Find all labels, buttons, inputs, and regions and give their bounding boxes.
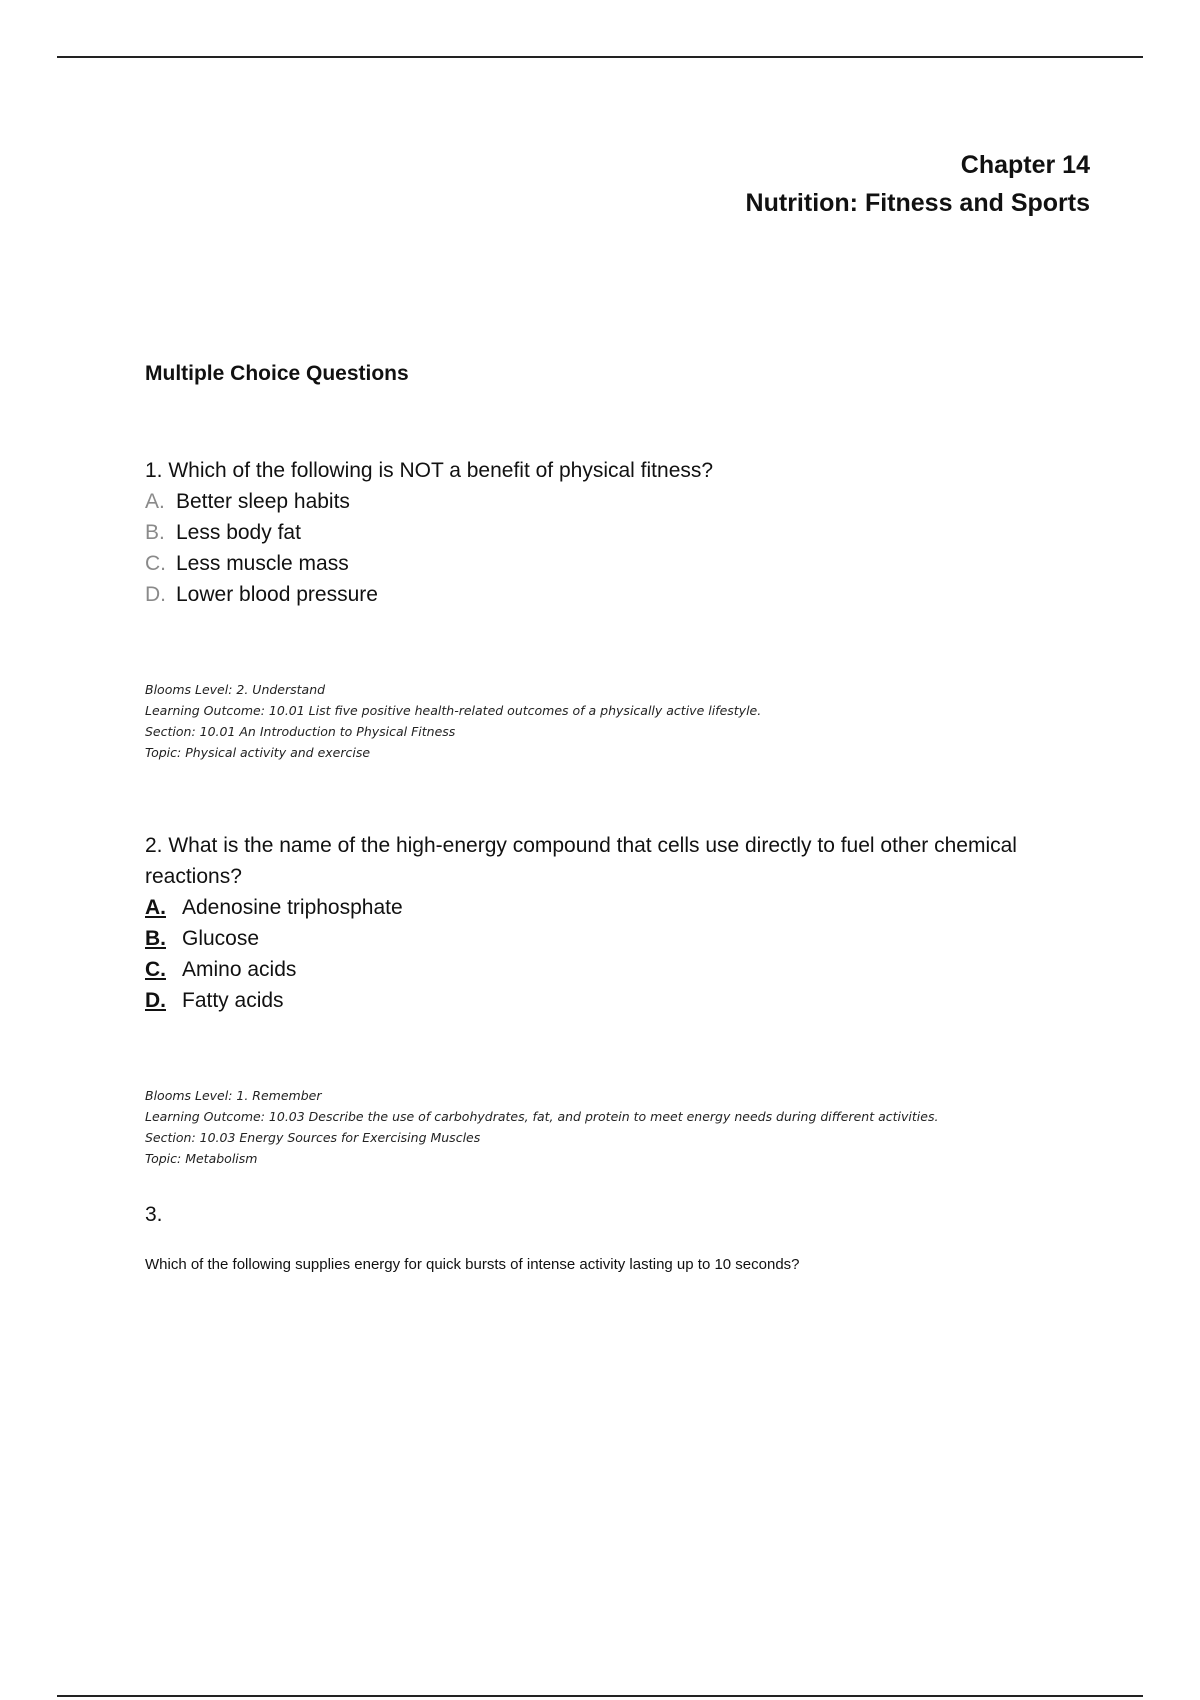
top-rule bbox=[57, 56, 1143, 58]
option-text: Glucose bbox=[182, 927, 260, 950]
question-1-option-c bbox=[145, 548, 1095, 579]
blooms-level: Blooms Level: 1. Remember bbox=[145, 1088, 322, 1103]
option-text: Better sleep habits bbox=[176, 490, 350, 513]
question-2 bbox=[145, 830, 1095, 1016]
section-heading: Multiple Choice Questions bbox=[145, 362, 409, 385]
option-letter: D. bbox=[145, 583, 166, 606]
bottom-rule bbox=[57, 1695, 1143, 1697]
question-1-stem: 1. Which of the following is NOT a benefit of physical fitness? bbox=[145, 459, 714, 482]
learning-outcome: Learning Outcome: 10.03 Describe the use of carbohydrates, fat, and protein to meet energy needs during different activities. bbox=[145, 1109, 939, 1124]
topic: Topic: Metabolism bbox=[145, 1151, 258, 1166]
question-1-option-d bbox=[145, 579, 1095, 610]
question-2-stem: 2. What is the name of the high-energy compound that cells use directly to fuel other chemical reactions? bbox=[145, 834, 1017, 888]
question-2-option-a bbox=[145, 892, 1095, 923]
option-text: Fatty acids bbox=[182, 989, 284, 1012]
chapter-number: Chapter 14 bbox=[960, 151, 1090, 179]
question-2-option-d bbox=[145, 985, 1095, 1016]
option-letter: C. bbox=[145, 552, 166, 575]
question-2-metadata bbox=[145, 1085, 938, 1169]
question-2-options bbox=[145, 892, 1095, 1016]
chapter-heading bbox=[746, 146, 1090, 222]
question-1 bbox=[145, 455, 1095, 610]
option-text: Adenosine triphosphate bbox=[182, 896, 403, 919]
option-letter: A. bbox=[145, 896, 166, 919]
question-1-options bbox=[145, 486, 1095, 610]
option-text: Less muscle mass bbox=[176, 552, 349, 575]
question-3-stem: Which of the following supplies energy for quick bursts of intense activity lasting up to 10 seconds? bbox=[145, 1256, 800, 1273]
option-text: Lower blood pressure bbox=[176, 583, 378, 606]
option-letter: D. bbox=[145, 989, 166, 1012]
blooms-level: Blooms Level: 2. Understand bbox=[145, 682, 326, 697]
question-1-metadata bbox=[145, 679, 761, 763]
option-letter: C. bbox=[145, 958, 166, 981]
chapter-title: Nutrition: Fitness and Sports bbox=[745, 189, 1090, 217]
option-letter: B. bbox=[145, 927, 166, 950]
question-1-option-b bbox=[145, 517, 1095, 548]
learning-outcome: Learning Outcome: 10.01 List five positive health-related outcomes of a physically active lifestyle. bbox=[145, 703, 762, 718]
section-reference: Section: 10.03 Energy Sources for Exercising Muscles bbox=[145, 1130, 481, 1145]
topic: Topic: Physical activity and exercise bbox=[145, 745, 371, 760]
question-1-option-a bbox=[145, 486, 1095, 517]
option-text: Less body fat bbox=[176, 521, 301, 544]
question-3-number: 3. bbox=[145, 1203, 163, 1226]
option-letter: A. bbox=[145, 490, 165, 513]
question-2-option-c bbox=[145, 954, 1095, 985]
option-text: Amino acids bbox=[182, 958, 297, 981]
question-2-option-b bbox=[145, 923, 1095, 954]
option-letter: B. bbox=[145, 521, 165, 544]
section-reference: Section: 10.01 An Introduction to Physical Fitness bbox=[145, 724, 456, 739]
